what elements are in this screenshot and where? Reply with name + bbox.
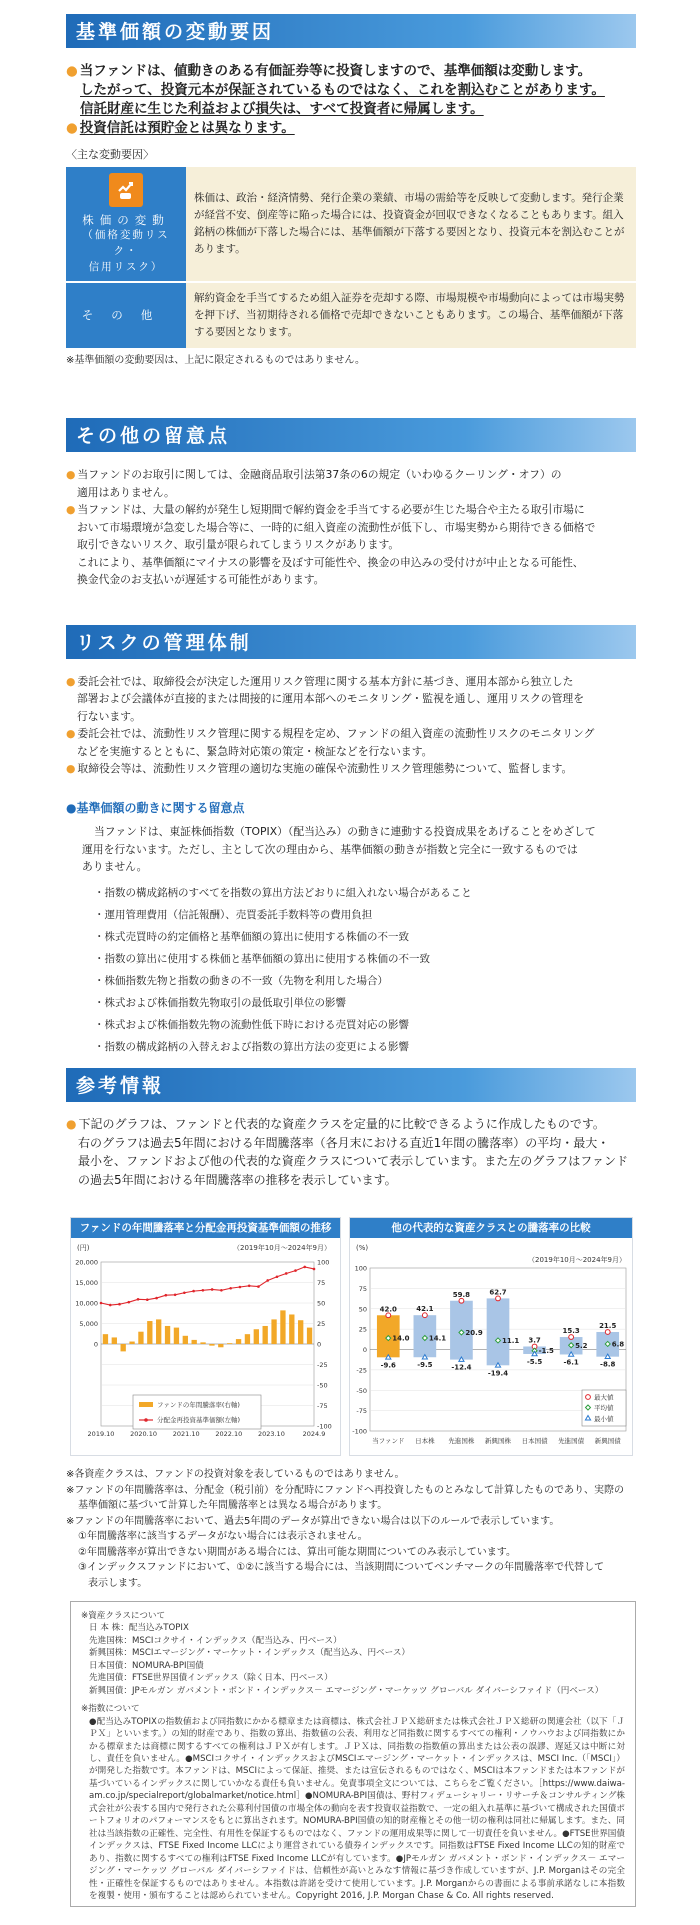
- bullet-icon: ●: [66, 503, 76, 517]
- y-tick-label: -50: [356, 1386, 367, 1395]
- y-tick-label: 50: [358, 1305, 367, 1314]
- max-marker: [386, 1313, 391, 1318]
- return-bar: [209, 1344, 214, 1346]
- return-bar: [174, 1328, 179, 1344]
- return-bar: [263, 1326, 268, 1344]
- max-data-label: 59.8: [452, 1290, 471, 1299]
- max-marker: [496, 1296, 501, 1301]
- section-header-risk-management: リスクの管理体制: [66, 625, 636, 659]
- right-tick-label: 0: [317, 1340, 322, 1349]
- min-data-label: -12.4: [451, 1363, 472, 1372]
- legend-line-swatch: [144, 1418, 148, 1422]
- return-bar: [147, 1321, 152, 1344]
- category-label: 先進国株: [448, 1437, 475, 1445]
- y-tick-label: -25: [356, 1366, 367, 1375]
- return-bar: [200, 1342, 205, 1344]
- left-tick-label: 5,000: [79, 1320, 98, 1328]
- return-bar: [218, 1344, 223, 1347]
- chart-legend: [133, 1395, 261, 1429]
- min-data-label: -5.5: [526, 1357, 543, 1366]
- return-bar: [112, 1337, 117, 1344]
- asset-class-comparison-panel: [349, 1217, 633, 1456]
- left-tick-label: 15,000: [75, 1279, 98, 1287]
- benchmark-reasons-list: [66, 882, 636, 1058]
- risk-name-stock: 株価の変動: [82, 212, 170, 227]
- nav-point: [285, 1272, 288, 1275]
- legend-bar-swatch: [139, 1402, 153, 1407]
- x-tick-label: 2023.10: [257, 1430, 285, 1438]
- max-data-label: 3.7: [528, 1336, 541, 1345]
- max-marker: [605, 1330, 610, 1335]
- avg-data-label: 5.2: [575, 1341, 588, 1350]
- list-item: ・運用管理費用（信託報酬）、売買委託手数料等の費用負担: [94, 908, 373, 921]
- y-tick-label: 100: [354, 1264, 367, 1273]
- legend-avg-label: 平均値: [594, 1404, 614, 1412]
- left-tick-label: 20,000: [75, 1258, 98, 1267]
- fund-return-chart-panel: [70, 1217, 341, 1456]
- disclaimer-box: ※資産クラスについて 日 本 株：配当込みTOPIX 先進国株：MSCIコクサイ・インデックス（配当込み、円ベース） 新興国株：MSCIエマージング・マーケット・インデックス（配当込み、円ベース） 日本国債：NOMURA-BPI国債 先進国債：FTSE世界国債インデックス（除く日本、円ベース） 新興国債：JPモルガン ガバメント・ボンド・インデックス－ エマージング・マーケッツ グローバル ダイバーシファイド（円ベース） ※指数について ●配当込みTOPIXの指数値および同指数にかかる標章または商標は、株式会社ＪＰＸ総研または株式会社ＪＰＸ総研の関連会社（以下「ＪＰＸ」といいます。）の知的財産であり、指数の算出、指数値の公表、利用など同指数に関するすべての権利・ノウハウおよび同指数にかかる標章または商標に関するすべての権利はＪＰＸが有します。ＪＰＸは、同指数の指数値の算出または公表の誤謬、遅延又は中断に対し、責任を負いません。●MSCIコクサイ・インデックスおよびMSCIエマージング・マーケット・インデックスは、MSCI Inc.（「MSCI」）が開発した指数です。本ファンドは、MSCIによって保証、推奨、または宣伝されるものではなく、MSCIは本ファンドまたは本ファンドが基づいているインデックスに関していかなる責任も負いません。免責事項全文については、こちらをご覧ください。［https://www.daiwa-am.co.jp/specialreport/globalmarket/notice.html］●NOMURA-BPI国債は、野村フィデューシャリー・リサーチ＆コンサルティング株式会社が公表する国内で発行された公募利付国債の市場全体の動向を表す投資収益指数で、一定の組入れ基準に基づいて構成された国債ポートフォリオのパフォーマンスをもとに算出されます。NOMURA-BPI国債の知的財産権とその他一切の権利は同社に帰属します。また、同社は当該指数の正確性、完全性、有用性を保証するものではなく、ファンドの運用成果等に関して一切責任を負いません。●FTSE世界国債インデックスは、FTSE Fixed Income LLCにより運営されている債券インデックスです。同指数はFTSE Fixed Income LLCの知的財産であり、指数に関するすべての権利はFTSE Fixed Income LLCが有しています。●JPモルガン ガバメント・ボンド・インデックス－ エマージング・マーケッツ グローバル ダイバーシファイドは、信頼性が高いとみなす情報に基づき作成していますが、J.P. Morganはその完全性・正確性を保証するものではありません。本指数は許諾を受けて使用しています。J.P. Morganからの書面による事前承諾なしに本指数を複製・使用・頒布することは認められていません。Copyright 2016, J.P. Morgan Chase & Co. All rights reserved.: [70, 1601, 636, 1907]
- legend-max-label: 最大値: [594, 1393, 614, 1402]
- risk-row-stock: 株価の変動 （価格変動リスク・ 信用リスク） 株価は、政治・経済情勢、発行企業の業績、市場の需給等を反映して変動します。発行企業が経営不安、倒産等に陥った場合には、投資資金が回収できなくなることもあります。組入銘柄の株価が下落した場合には、基準価額が下落する要因となり、投資元本を割込むことがあります。: [66, 167, 636, 283]
- avg-data-label: 20.9: [465, 1328, 483, 1337]
- legend-min-label: 最小値: [594, 1415, 614, 1423]
- bullet-icon: ●: [66, 1117, 77, 1131]
- min-data-label: -19.4: [487, 1369, 509, 1378]
- risk-name-other: その他: [81, 308, 171, 323]
- bullet-icon: ●: [66, 762, 76, 776]
- other-notes-body: ● 当ファンドのお取引に関しては、金融商品取引法第37条の6の規定（いわゆるクーリング・オフ）の 適用はありません。 ● 当ファンドは、大量の解約が発生し短期間で解約資金を手当てする必要が生じた場合や主たる取引市場に おいて市場環境が急変した場合等に、一時的に組入資産の流動性が低下し、市場実勢から期待できる価格で 取引できないリスク、取引量が限られてしまうリスクがあります。 これにより、基準価額にマイナスの影響を及ぼす可能性や、換金の申込みの受付けが中止となる可能性、 換金代金のお支払いが遅延する可能性があります。: [66, 468, 596, 587]
- nav-point: [303, 1266, 306, 1269]
- return-bar: [227, 1343, 232, 1344]
- risk-row-other: [66, 282, 636, 348]
- list-item: ・指数の算出に使用する株価と基準価額の算出に使用する株価の不一致: [94, 952, 430, 965]
- avg-data-label: 14.0: [392, 1334, 410, 1343]
- return-bar: [156, 1319, 161, 1344]
- chart-notes: ※各資産クラスは、ファンドの投資対象を表しているものではありません。 ※ファンドの年間騰落率は、分配金（税引前）を分配時にファンドへ再投資したものとみなして計算したものであり、実際の 基準価額に基づいて計算した年間騰落率とは異なる場合があります。 ※ファンドの年間騰落率において、過去5年間のデータが算出できない場合は以下のルールで表示しています。 ①年間騰落率に該当するデータがない場合には表示されません。 ②年間騰落率が算出できない期間がある場合には、算出可能な期間についてのみ表示しています。 ③インデックスファンドにおいて、①②に該当する場合には、当該期間についてベンチマークの年間騰落率で代替して 表示します。: [66, 1469, 624, 1589]
- right-tick-label: -75: [317, 1402, 328, 1410]
- min-data-label: -8.8: [600, 1360, 616, 1369]
- bullet-icon: ●: [66, 120, 78, 137]
- avg-data-label: -1.5: [538, 1347, 554, 1356]
- category-label: 先進国債: [558, 1437, 585, 1445]
- category-label: 日本株: [415, 1437, 435, 1445]
- right-tick-label: 75: [317, 1279, 326, 1287]
- legend-line-label: 分配金再投資基準価額(左軸): [157, 1416, 241, 1424]
- nav-point: [165, 1294, 168, 1297]
- right-axis-unit: (%): [356, 1244, 369, 1252]
- risk-text-other: 解約資金を手当てするため組入証券を売却する際、市場規模や市場動向によっては市場実勢を押下げ、当初期待される価格で売却できないこともあります。この場合、基準価額が下落する要因となります。: [186, 282, 636, 348]
- return-bar: [236, 1339, 241, 1344]
- return-bar: [138, 1332, 143, 1344]
- max-data-label: 42.0: [379, 1305, 397, 1314]
- x-tick-label: 2020.10: [130, 1430, 158, 1438]
- nav-point: [239, 1286, 242, 1289]
- y-tick-label: -75: [356, 1407, 367, 1416]
- risk-table: [66, 167, 636, 350]
- category-label: 新興国株: [485, 1437, 511, 1445]
- fund-return-chart: [71, 1238, 340, 1455]
- avg-data-label: 14.1: [428, 1334, 447, 1343]
- max-marker: [569, 1335, 574, 1340]
- max-data-label: 62.7: [489, 1288, 507, 1297]
- main-factors-heading: 〈主な変動要因〉: [66, 147, 154, 161]
- max-marker: [459, 1298, 464, 1303]
- chart-legend: [582, 1390, 626, 1426]
- return-bar: [280, 1310, 285, 1344]
- return-bar: [298, 1320, 303, 1344]
- x-tick-label: 2019.10: [87, 1430, 115, 1438]
- return-bar: [254, 1329, 259, 1344]
- nav-point: [183, 1291, 186, 1294]
- range-bar: [487, 1298, 510, 1365]
- chart-title: ファンドの年間騰落率と分配金再投資基準価額の推移: [71, 1218, 340, 1238]
- max-data-label: 15.3: [562, 1327, 580, 1336]
- risk-management-body: ● 委託会社では、取締役会が決定した運用リスク管理に関する基本方針に基づき、運用本部から独立した 部署および会議体が直接的または間接的に運用本部へのモニタリング・監視を通し、運用リスクの管理を 行ないます。 ● 委託会社では、流動性リスク管理に関する規程を定め、ファンドの組入資産の流動性リスクのモニタリング などを実施するとともに、緊急時対応策の策定・検証などを行ないます。 ● 取締役会等は、流動性リスク管理の適切な実施の確保や流動性リスク管理態勢について、監督します。: [66, 674, 595, 776]
- nav-point: [118, 1303, 121, 1306]
- nav-point: [313, 1268, 316, 1271]
- nav-point: [202, 1289, 205, 1292]
- nav-point: [266, 1279, 269, 1282]
- right-tick-label: -25: [317, 1361, 328, 1369]
- nav-point: [192, 1290, 195, 1293]
- section-header-reference: 参考情報: [66, 1068, 636, 1102]
- nav-point: [100, 1302, 103, 1305]
- asset-class-chart: [350, 1238, 632, 1455]
- return-bar: [192, 1340, 197, 1344]
- nav-point: [248, 1284, 251, 1287]
- list-item: ・株価指数先物と指数の動きの不一致（先物を利用した場合）: [94, 974, 388, 987]
- list-item: ・指数の構成銘柄のすべてを指数の算出方法どおりに組入れない場合があること: [94, 886, 472, 899]
- fluctuation-note: ※基準価額の変動要因は、上記に限定されるものではありません。: [66, 354, 365, 366]
- nav-point: [109, 1304, 112, 1307]
- bullet-icon: ●: [66, 468, 76, 482]
- return-bar: [271, 1319, 276, 1344]
- category-label: 日本国債: [521, 1437, 548, 1445]
- section-header-fluctuation: 基準価額の変動要因: [66, 14, 636, 48]
- chart-period: （2019年10月〜2024年9月）: [528, 1256, 626, 1264]
- right-tick-label: -100: [317, 1422, 332, 1431]
- x-tick-label: 2022.10: [215, 1430, 243, 1438]
- nav-point: [220, 1289, 223, 1292]
- x-tick-label: 2024.9: [302, 1430, 326, 1438]
- bullet-icon: ●: [66, 800, 77, 815]
- bullet-icon: ●: [66, 63, 78, 79]
- hand-pointing-icon: [109, 173, 143, 207]
- nav-point: [137, 1298, 140, 1301]
- return-bar: [183, 1336, 188, 1344]
- min-data-label: -6.1: [563, 1358, 579, 1367]
- nav-point: [127, 1301, 130, 1304]
- nav-point: [294, 1269, 297, 1272]
- benchmark-notes-heading: ●基準価額の動きに関する留意点: [66, 800, 245, 815]
- list-item: ・指数の構成銘柄の入替えおよび指数の算出方法の変更による影響: [94, 1040, 409, 1053]
- return-bar: [289, 1314, 294, 1344]
- section-header-other-notes: その他の留意点: [66, 418, 636, 452]
- return-bar: [245, 1334, 250, 1344]
- avg-data-label: 11.1: [502, 1336, 520, 1345]
- x-tick-label: 2021.10: [172, 1430, 200, 1438]
- bullet-icon: ●: [66, 727, 76, 741]
- right-tick-label: -50: [317, 1381, 328, 1390]
- max-data-label: 42.1: [416, 1305, 434, 1314]
- bullet-icon: ●: [66, 674, 76, 688]
- avg-data-label: 6.8: [611, 1340, 625, 1349]
- y-tick-label: 25: [358, 1325, 367, 1334]
- list-item: ・株式および株価指数先物取引の最低取引単位の影響: [94, 996, 346, 1009]
- fluctuation-intro: ● 当ファンドは、値動きのある有価証券等に投資しますので、基準価額は変動します。 したがって、投資元本が保証されているものではなく、これを割込むことがあります。 信託財産に生じた利益および損失は、すべて投資者に帰属します。 ● 投資信託は預貯金とは異なります。: [66, 63, 605, 137]
- y-tick-label: -100: [352, 1427, 367, 1436]
- category-label: 新興国債: [594, 1437, 621, 1445]
- list-item: ・株式および株価指数先物の流動性低下時における売買対応の影響: [94, 1018, 409, 1031]
- nav-point: [229, 1287, 232, 1290]
- min-data-label: -9.5: [417, 1361, 433, 1370]
- benchmark-notes-body: 当ファンドは、東証株価指数（TOPIX）（配当込み）の動きに連動する投資成果をあげることをめざして 運用を行ないます。ただし、主として次の理由から、基準価額の動きが指数と完全に一致するものでは ありません。: [82, 825, 596, 874]
- max-marker: [422, 1313, 427, 1318]
- return-bar: [165, 1326, 170, 1344]
- nav-point: [174, 1294, 177, 1297]
- legend-bar-label: ファンドの年間騰落率(右軸): [157, 1401, 240, 1409]
- return-bar: [307, 1328, 312, 1344]
- list-item: ・株式売買時の約定価格と基準価額の算出に使用する株価の不一致: [94, 930, 409, 943]
- return-bar: [121, 1344, 126, 1351]
- nav-point: [146, 1298, 149, 1301]
- chart-title: 他の代表的な資産クラスとの騰落率の比較: [350, 1218, 632, 1238]
- max-data-label: 21.5: [599, 1321, 617, 1330]
- left-axis-unit: (円): [77, 1244, 90, 1252]
- nav-line: [101, 1267, 314, 1305]
- y-tick-label: 0: [362, 1346, 367, 1354]
- return-bar: [129, 1342, 134, 1344]
- left-tick-label: 10,000: [75, 1299, 98, 1308]
- return-bar: [103, 1334, 108, 1344]
- min-data-label: -9.6: [380, 1361, 396, 1370]
- chart-period: （2019年10月〜2024年9月）: [233, 1244, 331, 1252]
- category-label: 当ファンド: [372, 1437, 405, 1445]
- nav-point: [211, 1288, 214, 1291]
- right-tick-label: 100: [317, 1258, 330, 1267]
- right-tick-label: 25: [317, 1320, 326, 1328]
- right-tick-label: 50: [317, 1299, 326, 1308]
- nav-point: [276, 1275, 279, 1278]
- risk-text-stock: 株価は、政治・経済情勢、発行企業の業績、市場の需給等を反映して変動します。発行企業が経営不安、倒産等に陥った場合には、投資資金が回収できなくなることもあります。組入銘柄の株価が下落した場合には、基準価額が下落する要因となり、投資元本を割込むことがあります。: [186, 167, 636, 283]
- left-tick-label: 0: [93, 1340, 98, 1349]
- y-tick-label: 75: [358, 1284, 367, 1293]
- reference-intro: ● 下記のグラフは、ファンドと代表的な資産クラスを定量的に比較できるように作成したものです。 右のグラフは過去5年間における年間騰落率（各月末における直近1年間の騰落率）の平均・最大・ 最小を、ファンドおよび他の代表的な資産クラスについて表示しています。また左のグラフはファンド の過去5年間における年間騰落率の推移を表示しています。: [66, 1117, 628, 1187]
- nav-point: [257, 1285, 260, 1288]
- nav-point: [155, 1297, 158, 1300]
